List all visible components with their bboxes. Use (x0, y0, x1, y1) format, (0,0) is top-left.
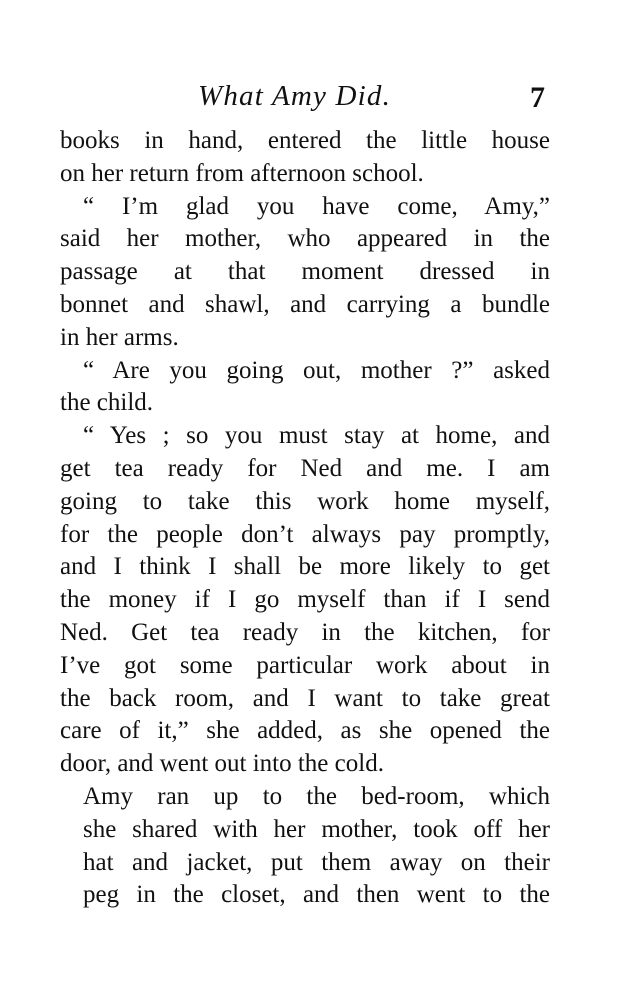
text-line: “ Yes ; so you must stay at home, and (83, 422, 550, 450)
text-line: hat and jacket, put them away on their (83, 848, 550, 876)
text-line: care of it,” she added, as she opened the (60, 717, 550, 745)
text-line: she shared with her mother, took off her (83, 815, 550, 843)
running-header (0, 78, 627, 118)
text-line: said her mother, who appeared in the (60, 225, 550, 253)
text-line: the money if I go myself than if I send (60, 586, 550, 614)
text-line: passage at that moment dressed in (60, 258, 550, 286)
text-line: “ Are you going out, mother ?” asked (83, 356, 550, 384)
text-line: for the people don’t always pay promptly, (60, 520, 550, 548)
text-line: the back room, and I want to take great (60, 684, 550, 712)
text-line: the child. (60, 389, 154, 417)
text-line: get tea ready for Ned and me. I am (60, 454, 550, 482)
text-line: going to take this work home myself, (60, 487, 550, 515)
text-line: and I think I shall be more likely to get (60, 553, 550, 581)
text-line: door, and went out into the cold. (60, 750, 384, 778)
text-line: Ned. Get tea ready in the kitchen, for (60, 618, 550, 646)
text-line: on her return from afternoon school. (60, 159, 424, 187)
text-line: books in hand, entered the little house (60, 127, 550, 154)
text-line: “ I’m glad you have come, Amy,” (83, 192, 550, 220)
body-text (60, 125, 550, 912)
text-line: Amy ran up to the bed-room, which (83, 782, 550, 810)
running-title: What Amy Did. (198, 80, 392, 112)
text-line: bonnet and shawl, and carrying a bundle (60, 290, 550, 318)
text-line: in her arms. (60, 323, 179, 351)
text-line: peg in the closet, and then went to the (83, 881, 550, 909)
text-line: I’ve got some particular work about in (60, 651, 550, 679)
page-number: 7 (530, 81, 545, 114)
